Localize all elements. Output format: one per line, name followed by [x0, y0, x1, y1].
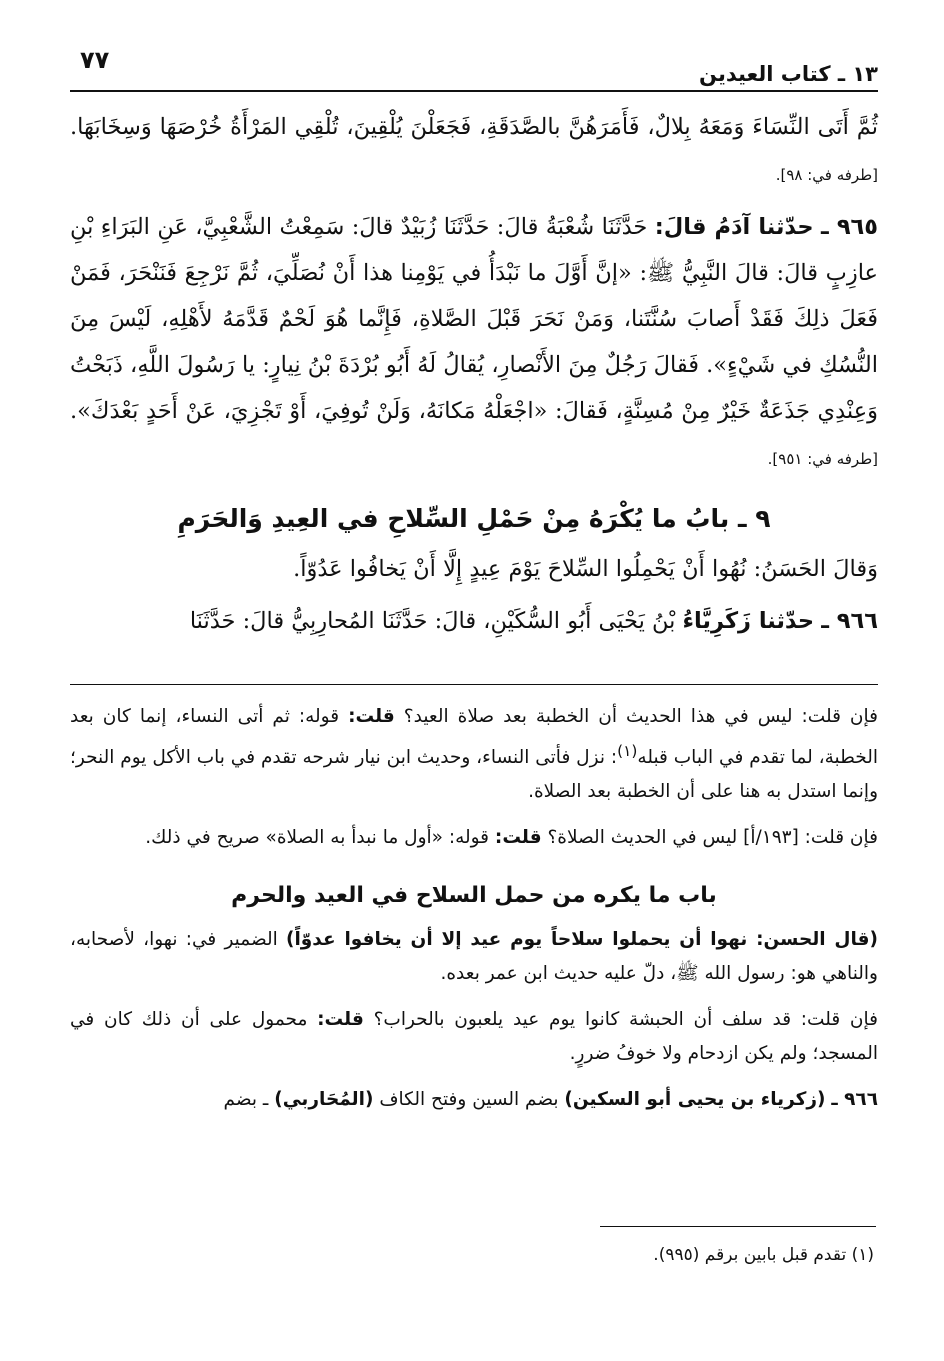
paragraph-continuation — [70, 104, 878, 198]
hadith-isnad-lead: حدّثنا زَكَرِيَّاءُ — [682, 608, 815, 634]
commentary-section — [70, 700, 878, 1129]
footnote-marker: (١) — [617, 742, 638, 760]
main-text — [70, 104, 878, 650]
question-text: فإن قلت: ليس في هذا الحديث أن الخطبة بعد صلاة العيد؟ — [403, 706, 878, 727]
answer-marker: قلت: — [348, 706, 395, 727]
question-text: فإن قلت: [١٩٣/أ] ليس في الحديث الصلاة؟ — [547, 827, 878, 849]
answer-text: قوله: «أول ما نبدأ به الصلاة» صريح في ذلك. — [145, 827, 490, 849]
hadith-isnad-lead: حدّثنا آدَمُ قالَ: — [654, 214, 814, 240]
commentary-paragraph — [70, 821, 878, 855]
quoted-lemma: (المُحَاربي) — [274, 1089, 374, 1111]
running-title: ١٣ ـ كتاب العيدين — [699, 62, 878, 86]
explanation-text: ـ بضم — [223, 1089, 269, 1111]
question-text: فإن قلت: قد سلف أن الحبشة كانوا يوم عيد يلعبون بالحراب؟ — [373, 1009, 878, 1031]
answer-text: محمول على أن ذلك كان في المسجد؛ ولم يكن ازدحام ولا خوفُ ضررٍ. — [70, 1009, 878, 1065]
commentary-paragraph — [70, 1083, 878, 1117]
commentary-paragraph — [70, 700, 878, 809]
explanation-text: الضمير في: نهوا، لأصحابه، والناهي هو: رسول الله ﷺ، دلّ عليه حديث ابن عمر بعده. — [70, 929, 878, 985]
commentary-paragraph — [70, 923, 878, 991]
quoted-lemma: (قال الحسن: نهوا أن يحملوا سلاحاً يوم عيد إلا أن يخافوا عدوّاً) — [286, 929, 878, 951]
hadith-text: حَدَّثَنَا شُعْبَةُ قالَ: حَدَّثَنَا زُبَيْدٌ قالَ: سَمِعْتُ الشَّعْبِيَّ، عَنِ البَرَاءِ بْنِ عازِبٍ قالَ: قالَ النَّبِيُّ ﷺ: «إنَّ أَوَّلَ ما نَبْدَأُ في يَوْمِنا هذا أَنْ نُصَلِّيَ، ثُمَّ نَرْجِعَ فَنَنْحَرَ، فَمَنْ فَعَلَ ذلِكَ فَقَدْ أَصابَ سُنَّتَنا، وَمَنْ نَحَرَ قَبْلَ الصَّلاةِ، فَإِنَّما هُوَ لَحْمٌ قَدَّمَهُ لأَهْلِهِ، لَيْسَ مِنَ النُّسُكِ في شَيْءٍ». فَقالَ رَجُلٌ مِنَ الأَنْصارِ، يُقالُ لَهُ أَبُو بُرْدَةَ بْنُ نِيارٍ: يا رَسُولَ اللَّهِ، ذَبَحْتُ وَعِنْدِي جَذَعَةٌ خَيْرٌ مِنْ مُسِنَّةٍ، فَقالَ: «اجْعَلْهُ مَكانَهُ، وَلَنْ تُوفِيَ، أَوْ تَجْزِيَ، عَنْ أَحَدٍ بَعْدَكَ». — [70, 214, 878, 424]
hadith-965 — [70, 204, 878, 482]
cross-reference: [طرفه في: ٩٨]. — [775, 166, 878, 184]
hadith-number: ٩٦٥ ـ — [821, 214, 879, 240]
paragraph-text: ثُمَّ أَتَى النِّسَاءَ وَمَعَهُ بِلالٌ، فَأَمَرَهُنَّ بالصَّدَقَةِ، فَجَعَلْنَ يُلْقِينَ، تُلْقِي المَرْأَةُ خُرْصَهَا وَسِخَابَهَا. — [70, 114, 878, 140]
footnote-divider — [600, 1226, 876, 1227]
hasan-quote: وَقالَ الحَسَنُ: نُهُوا أَنْ يَحْمِلُوا السِّلاحَ يَوْمَ عِيدٍ إِلَّا أَنْ يَخافُوا عَدُوّاً. — [293, 556, 878, 582]
hadith-number: ٩٦٦ ـ — [831, 1089, 878, 1111]
cross-reference: [طرفه في: ٩٥١]. — [767, 450, 878, 468]
hadith-966 — [70, 598, 878, 644]
hadith-text: بْنُ يَحْيَى أَبُو السُّكَيْنِ، قالَ: حَدَّثَنَا المُحارِبِيُّ قالَ: حَدَّثَنَا — [189, 608, 676, 634]
answer-marker: قلت: — [494, 827, 542, 849]
answer-text: قوله: ثم أتى النساء، إنما كان بعد الخطبة، لما تقدم في الباب قبله — [70, 706, 878, 769]
page-number: ٧٧ — [80, 46, 110, 74]
chapter-heading: ٩ ـ بابُ ما يُكْرَهُ مِنْ حَمْلِ السِّلاحِ في العِيدِ وَالحَرَمِ — [177, 504, 771, 533]
commentary-divider — [70, 684, 878, 685]
commentary-heading: باب ما يكره من حمل السلاح في العيد والحرم — [231, 883, 717, 909]
quoted-lemma: (زكرياء بن يحيى أبو السكين) — [564, 1089, 826, 1111]
answer-marker: قلت: — [317, 1009, 364, 1031]
page-header — [70, 40, 878, 92]
commentary-paragraph — [70, 1003, 878, 1071]
footnote: (١) تقدم قبل بابين برقم (٩٩٥). — [653, 1245, 874, 1265]
hadith-number: ٩٦٦ ـ — [821, 608, 878, 634]
answer-text-tail: : نزل فأتى النساء، وحديث ابن نيار شرحه تقدم في باب الأكل يوم النحر؛ وإنما استدل به هنا على أن الخطبة بعد الصلاة. — [70, 747, 878, 803]
explanation-text: بضم السين وفتح الكاف — [379, 1089, 559, 1111]
